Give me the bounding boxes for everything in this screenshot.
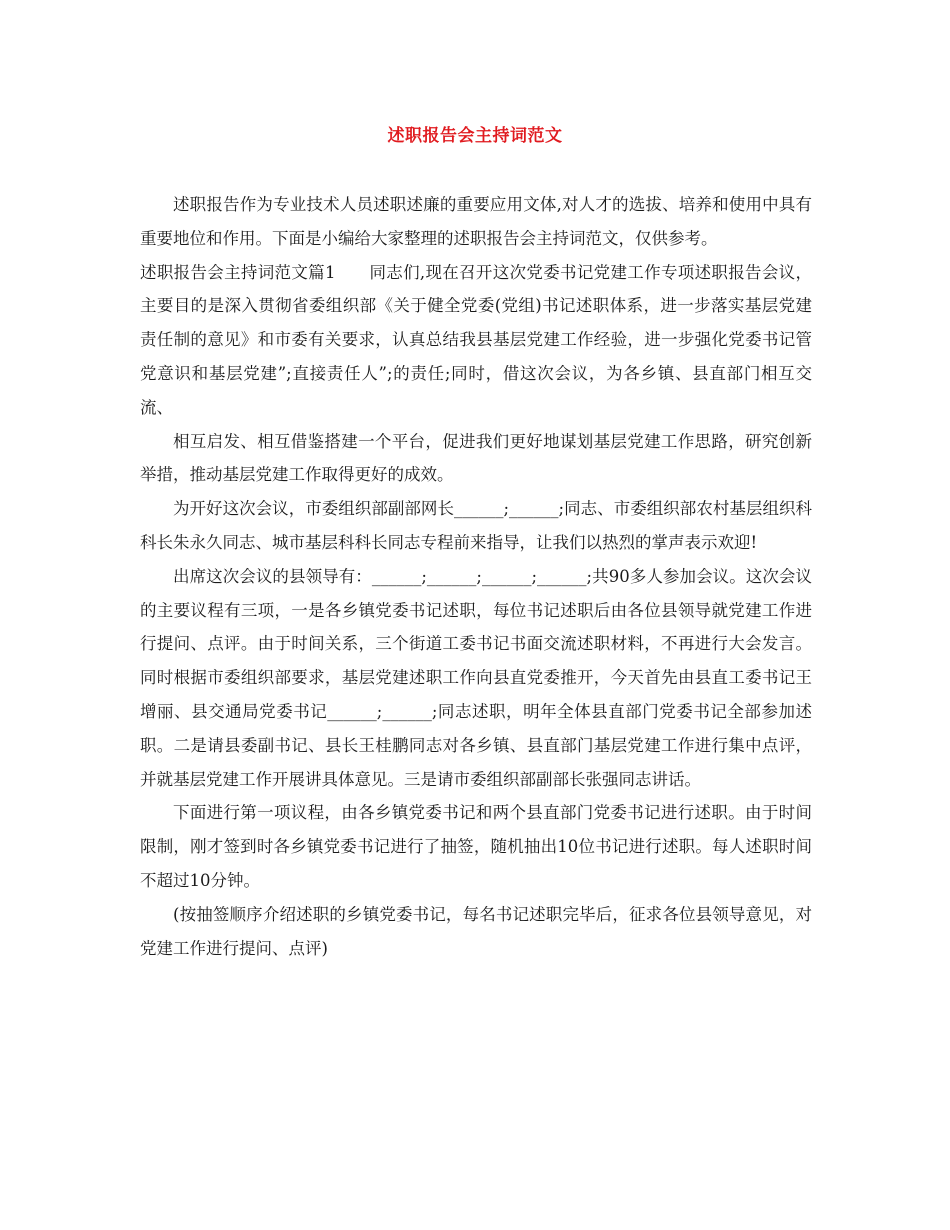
paragraph-agenda: 出席这次会议的县领导有：______;______;______;______;共90多人参加会议。这次会议的主要议程有三项，一是各乡镇党委书记述职，每位书记述职后由各位县领导就党建工作进行提问、点评。由于时间关系，三个街道工委书记书面交流述职材料，不再进行大会发言。同时根据市委组织部要求，基层党建述职工作向县直党委推开，今天首先由县直工委书记王增丽、县交通局党委书记______;______;同志述职，明年全体县直部门党委书记全部参加述职。二是请县委副书记、县长王桂鹏同志对各乡镇、县直部门基层党建工作进行集中点评，并就基层党建工作开展讲具体意见。三是请市委组织部副部长张强同志讲话。 [140,566,812,789]
paragraph-platform: 相互启发、相互借鉴搭建一个平台，促进我们更好地谋划基层党建工作思路，研究创新举措，推动基层党建工作取得更好的成效。 [140,431,812,485]
document-title: 述职报告会主持词范文 [387,126,563,146]
paragraph-intro: 述职报告作为专业技术人员述职述廉的重要应用文体,对人才的选拔、培养和使用中具有重要地位和作用。下面是小编给大家整理的述职报告会主持词范文，仅供参考。 [140,195,812,248]
paragraph-opening: 述职报告会主持词范文篇1 同志们,现在召开这次党委书记党建工作专项述职报告会议，主要目的是深入贯彻省委组织部《关于健全党委(党组)书记述职体系，进一步落实基层党建责任制的意见》和市委有关要求，认真总结我县基层党建工作经验，进一步强化党委书记管党意识和基层党建”;直接责任人”;的责任;同时，借这次会议，为各乡镇、县直部门相互交流、 [140,262,812,417]
paragraph-first-item: 下面进行第一项议程，由各乡镇党委书记和两个县直部门党委书记进行述职。由于时间限制，刚才签到时各乡镇党委书记进行了抽签，随机抽出10位书记进行述职。每人述职时间不超过10分钟。 [140,803,812,890]
paragraph-note: (按抽签顺序介绍述职的乡镇党委书记，每名书记述职完毕后，征求各位县领导意见，对党建工作进行提问、点评) [140,904,812,958]
paragraph-welcome: 为开好这次会议，市委组织部副部网长______;______;同志、市委组织部农村基层组织科科长朱永久同志、城市基层科科长同志专程前来指导，让我们以热烈的掌声表示欢迎! [140,499,812,552]
document-body [140,188,812,965]
